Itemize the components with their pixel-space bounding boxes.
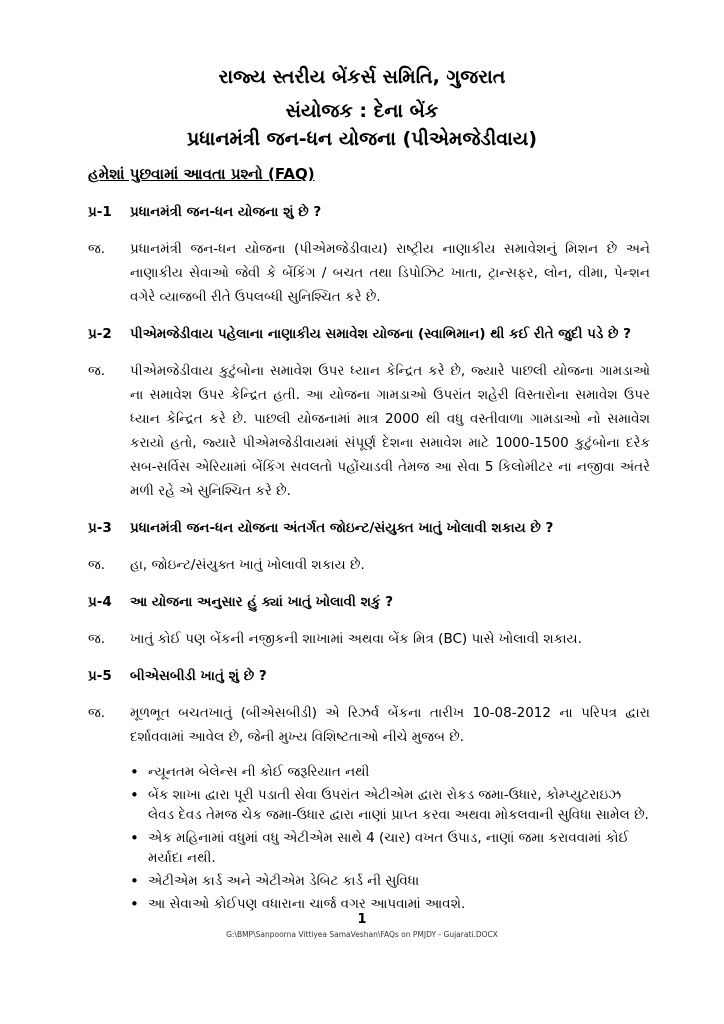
answer-5 (0, 701, 724, 749)
question-text: આ યોજના અનુસાર હું ક્યાં ખાતું ખોલાવી શકું ? (130, 594, 394, 610)
question-text: પીએમજેડીવાય પહેલાના નાણાકીય સમાવેશ યોજના (સ્વાભિમાન) થી કઈ રીતે જુદી પડે છે ? (130, 326, 631, 342)
page-number: 1 (357, 912, 367, 927)
scheme-title: પ્રધાનમંત્રી જન-ધન યોજના (પીએમજેડીવાય) (186, 128, 538, 150)
faq-list (0, 200, 724, 917)
question-label: પ્ર-3 (88, 520, 112, 536)
convener-title: સંયોજક : દેના બેંક (285, 100, 439, 122)
answer-3 (0, 553, 724, 577)
list-item: • આ સેવાઓ કોઈપણ વધારાના ચાર્જ વગર આપવામાં આવશે. (130, 894, 650, 914)
question-2 (0, 322, 724, 346)
question-label: પ્ર-1 (88, 204, 112, 220)
question-label: પ્ર-4 (88, 594, 112, 610)
answer-label: જ. (88, 557, 106, 573)
answer-text: પીએમજેડીવાય કુટુંબોના સમાવેશ ઉપર ધ્યાન કેન્દ્રિત કરે છે, જ્યારે પાછલી યોજના ગામડાઓ ના સમાવેશ ઉપર કેન્દ્રિત હતી. આ યોજના ગામડાઓ ઉપરાંત શહેરી વિસ્તારોના સમાવેશ ઉપર ધ્યાન કેન્દ્રિત કરે છે. પાછલી યોજનામાં માત્ર 2000 થી વધુ વસ્તીવાળા ગામડાઓ નો સમાવેશ કરાયો હતો, જ્યારે પીએમજેડીવાયમાં સંપૂર્ણ દેશના સમાવેશ માટે 1000-1500 કુટુંબોના દરેક સબ-સર્વિસ એરિયામાં બેંકિંગ સવલતો પહોંચાડવી તેમજ આ સેવા 5 કિલોમીટર ના નજીવા અંતરે મળી રહે એ સુનિશ્ચિત કરે છે. (130, 363, 650, 499)
list-item: • એટીએમ કાર્ડ અને એટીએમ ડેબિટ કાર્ડ ની સુવિધા (130, 871, 650, 891)
list-item: • એક મહિનામાં વધુમાં વધુ એટીએમ સાથે 4 (ચાર) વખત ઉપાડ, નાણાં જમા કરાવવામાં કોઈ મર્યાદા નથી. (130, 828, 650, 868)
question-4 (0, 590, 724, 614)
answer-4 (0, 627, 724, 651)
answer-text: ખાતું કોઈ પણ બેંકની નજીકની શાખામાં અથવા બેંક મિત્ર (BC) પાસે ખોલાવી શકાય. (130, 631, 582, 647)
answer-text: હા, જોઇન્ટ/સંયુક્ત ખાતું ખોલાવી શકાય છે. (130, 557, 365, 573)
answer-2 (0, 359, 724, 503)
question-5 (0, 664, 724, 688)
bsbd-features-list (130, 762, 650, 914)
answer-label: જ. (88, 241, 106, 257)
question-text: પ્રધાનમંત્રી જન-ધન યોજના અંતર્ગત જોઇન્ટ/સંયુક્ત ખાતું ખોલાવી શકાય છે ? (130, 520, 554, 536)
question-1 (0, 200, 724, 224)
question-label: પ્ર-2 (88, 326, 112, 342)
list-item: • ન્યૂનતમ બેલેન્સ ની કોઈ જરૂરિયાત નથી (130, 762, 650, 782)
org-title: રાજ્ય સ્તરીય બેંકર્સ સમિતિ, ગુજરાત (218, 66, 506, 88)
answer-text: પ્રધાનમંત્રી જન-ધન યોજના (પીએમજેડીવાય) રાષ્ટ્રીય નાણાકીય સમાવેશનું મિશન છે અને નાણાકીય સેવાઓ જેવી કે બેંકિંગ / બચત તથા ડિપોઝિટ ખાતા, ટ્રાન્સફર, લોન, વીમા, પેન્શન વગેરે વ્યાજબી રીતે ઉપલબ્ધી સુનિશ્ચિત કરે છે. (130, 241, 650, 305)
answer-label: જ. (88, 631, 106, 647)
question-3 (0, 516, 724, 540)
answer-label: જ. (88, 363, 106, 379)
question-label: પ્ર-5 (88, 668, 112, 684)
question-text: બીએસબીડી ખાતું શું છે ? (130, 668, 267, 684)
answer-text: મૂળભૂત બચતખાતું (બીએસબીડી) એ રિઝર્વ બેંકના તારીખ 10-08-2012 ના પરિપત્ર દ્વારા દર્શાવવામાં આવેલ છે, જેની મુખ્ય વિશિષ્ટતાઓ નીચે મુજબ છે. (130, 705, 650, 745)
question-text: પ્રધાનમંત્રી જન-ધન યોજના શું છે ? (130, 204, 322, 220)
answer-label: જ. (88, 705, 106, 721)
list-item: • બેંક શાખા દ્વારા પૂરી પડાતી સેવા ઉપરાંત એટીએમ દ્વારા રોકડ જમા-ઉધાર, કોમ્પ્યુટરાઇઝ લેવડ દેવડ તેમજ ચેક જમા-ઉધાર દ્વારા નાણાં પ્રાપ્ત કરવા અથવા મોકલવાની સુવિધા સામેલ છે. (130, 785, 650, 825)
footer-file-path: G:\BMP\Sanpoorna Vittiyea SamaVeshan\FAQs on PMJDY - Gujarati.DOCX (226, 930, 498, 939)
faq-heading: હમેશાં પુછવામાં આવતા પ્રશ્નો (FAQ) (88, 165, 315, 183)
answer-1 (0, 237, 724, 309)
